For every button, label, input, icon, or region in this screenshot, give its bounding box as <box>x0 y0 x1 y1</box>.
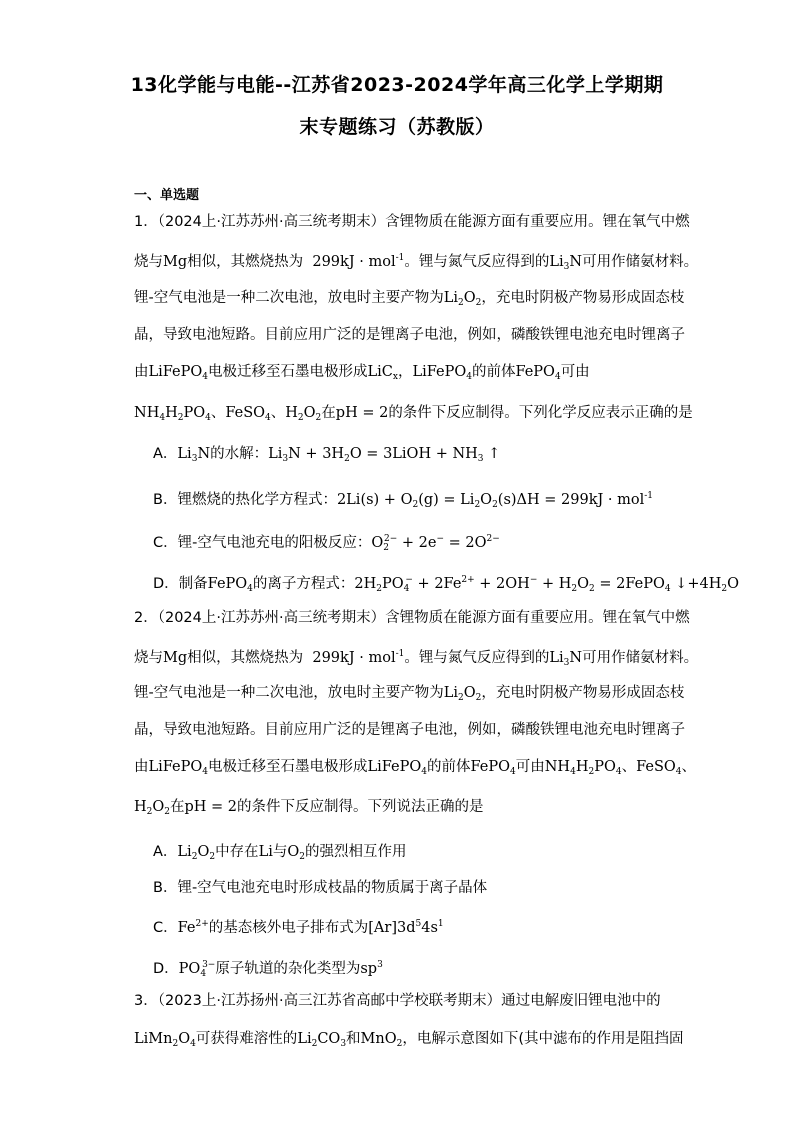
question-1-option-d: D．制备FePO$_4$的离子方程式：$2H_2PO_4^- + 2Fe^{2+} + 2OH^- + H_2O_2$ = 2FePO$_4$ $↓+4H_2O$ <box>153 575 739 594</box>
question-1-option-b: B．锂燃烧的热化学方程式：$2Li(s) + O_2(g) = Li_2O_2(s)\Delta H = 299kJ \cdot mol^{-1}$ <box>153 491 654 510</box>
document-title-line-1: 13化学能与电能--江苏省2023-2024学年高三化学上学期期 <box>130 74 664 96</box>
question-2-line-6: $H_2O_2$在pH = 2的条件下反应制得。下列说法正确的是 <box>134 799 484 817</box>
question-2-option-d: D．$PO_4^{3-}$原子轨道的杂化类型为$sp^3$ <box>153 960 383 979</box>
question-2-option-c: C．$Fe^{2+}$的基态核外电子排布式为$[Ar]3d^54s^1$ <box>153 919 444 936</box>
question-2-line-5: 由LiFePO$_4$电极迁移至石墨电极形成LiFePO$_4$的前体FePO$_4$可由$NH_4H_2PO_4$、FeSO$_4$、 <box>134 759 696 777</box>
question-1-option-a: A．$Li_3N$的水解：$Li_3N + 3H_2O$ = 3LiOH + $NH_3$ ↑ <box>153 446 501 464</box>
question-1-line-4: 晶，导致电池短路。目前应用广泛的是锂离子电池，例如，磷酸铁锂电池充电时锂离子 <box>134 327 685 343</box>
question-2-option-b: B．锂-空气电池充电时形成枝晶的物质属于离子晶体 <box>153 880 488 896</box>
question-1-line-5: 由LiFePO$_4$电极迁移至石墨电极形成LiC$_x$，LiFePO$_4$的前体FePO$_4$可由 <box>134 364 590 382</box>
document-title-line-2: 末专题练习（苏教版） <box>299 116 495 138</box>
question-2-line-1: 2．（2024上·江苏苏州·高三统考期末）含锂物质在能源方面有重要应用。锂在氧气中燃 <box>134 610 690 626</box>
question-2-line-3: 锂-空气电池是一种二次电池，放电时主要产物为$Li_2O_2$，充电时阴极产物易形成固态枝 <box>134 685 685 703</box>
question-2-line-2: 烧与Mg相似，其燃烧热为 299kJ · mol$^{-1}$。锂与氮气反应得到的$Li_3N$可用作储氨材料。 <box>134 649 699 668</box>
question-1-line-3: 锂-空气电池是一种二次电池，放电时主要产物为$Li_2O_2$，充电时阴极产物易形成固态枝 <box>134 290 685 308</box>
question-1-option-c: C．锂-空气电池充电的阳极反应：$O_2^{2-} + 2e^- = 2O^{2-}$ <box>153 534 500 553</box>
question-2-line-4: 晶，导致电池短路。目前应用广泛的是锂离子电池，例如，磷酸铁锂电池充电时锂离子 <box>134 722 685 738</box>
question-1-line-2: 烧与Mg相似，其燃烧热为 299kJ · mol$^{-1}$。锂与氮气反应得到的$Li_3N$可用作储氨材料。 <box>134 253 699 272</box>
question-1-line-1: 1．（2024上·江苏苏州·高三统考期末）含锂物质在能源方面有重要应用。锂在氧气中燃 <box>134 214 690 230</box>
question-1-line-6: $NH_4H_2PO_4$、FeSO$_4$、$H_2O_2$在pH = 2的条件下反应制得。下列化学反应表示正确的是 <box>134 405 693 423</box>
question-2-option-a: A．$Li_2O_2$中存在Li与$O_2$的强烈相互作用 <box>153 844 407 862</box>
question-3-line-2: $LiMn_2O_4$可获得难溶性的$Li_2CO_3$和MnO$_2$，电解示意图如下(其中滤布的作用是阻挡固 <box>134 1031 684 1049</box>
question-3-line-1: 3．（2023上·江苏扬州·高三江苏省高邮中学校联考期末）通过电解废旧锂电池中的 <box>134 993 661 1009</box>
section-heading: 一、单选题 <box>134 188 200 203</box>
